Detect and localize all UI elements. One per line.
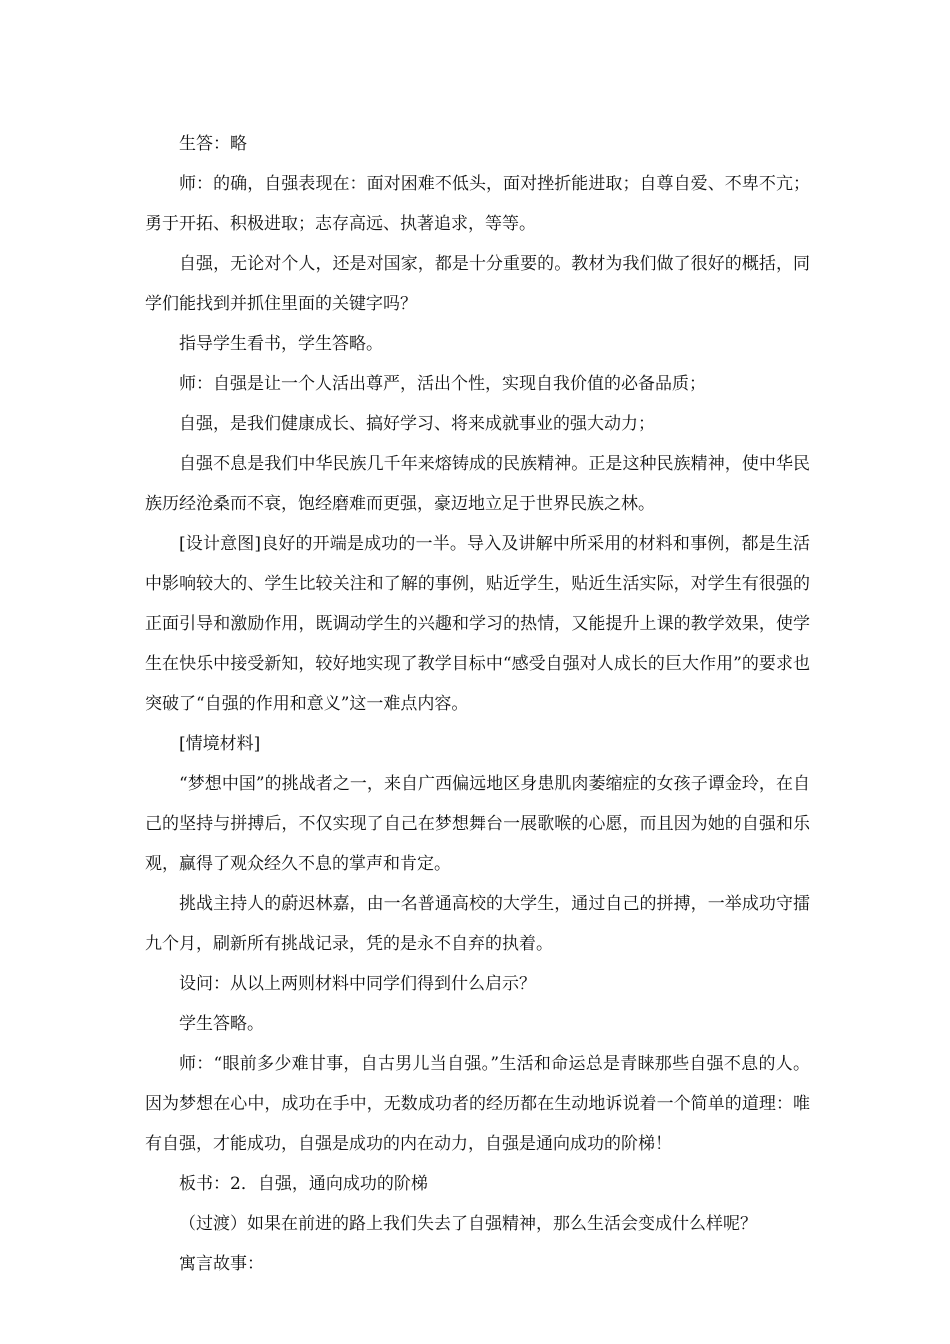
paragraph-blackboard: 板书：2．自强，通向成功的阶梯 bbox=[179, 1174, 428, 1194]
paragraph-motivation: 自强，是我们健康成长、搞好学习、将来成就事业的强大动力； bbox=[179, 414, 655, 434]
paragraph-challenge-host-story: 挑战主持人的蔚迟林嘉，由一名普通高校的大学生，通过自己的拼搏，一举成功守擂九个月，刷新所有挑战记录，凭的是永不自弃的执着。 bbox=[145, 894, 810, 954]
paragraph-fable-heading: 寓言故事： bbox=[179, 1254, 264, 1274]
document-body bbox=[145, 124, 810, 1284]
paragraph-student-answer-2: 学生答略。 bbox=[179, 1014, 264, 1034]
paragraph-design-intent: [设计意图]良好的开端是成功的一半。导入及讲解中所采用的材料和事例，都是生活中影响较大的、学生比较关注和了解的事例，贴近学生，贴近生活实际，对学生有很强的正面引导和激励作用，既调动学生的兴趣和学习的热情，又能提升上课的教学效果，使学生在快乐中接受新知，较好地实现了教学目标中“感受自强对人成长的巨大作用”的要求也突破了“自强的作用和意义”这一难点内容。 bbox=[145, 534, 810, 714]
paragraph-guide-reading: 指导学生看书，学生答略。 bbox=[179, 334, 383, 354]
paragraph-student-answer: 生答：略 bbox=[179, 134, 247, 154]
paragraph-question: 设问：从以上两则材料中同学们得到什么启示？ bbox=[179, 974, 536, 994]
paragraph-national-spirit: 自强不息是我们中华民族几千年来熔铸成的民族精神。正是这种民族精神，使中华民族历经沧桑而不衰，饱经磨难而更强，豪迈地立足于世界民族之林。 bbox=[145, 454, 810, 514]
paragraph-transition: （过渡）如果在前进的路上我们失去了自强精神，那么生活会变成什么样呢？ bbox=[179, 1214, 757, 1234]
paragraph-situation-material-heading: [情境材料] bbox=[179, 734, 261, 754]
paragraph-teacher-quote: 师：“眼前多少难甘事，自古男儿当自强。”生活和命运总是青睐那些自强不息的人。因为梦想在心中，成功在手中，无数成功者的经历都在生动地诉说着一个简单的道理：唯有自强，才能成功，自强是成功的内在动力，自强是通向成功的阶梯！ bbox=[145, 1054, 810, 1154]
paragraph-teacher-dignity: 师：自强是让一个人活出尊严，活出个性，实现自我价值的必备品质； bbox=[179, 374, 706, 394]
paragraph-teacher-self-strength-traits: 师：的确，自强表现在：面对困难不低头，面对挫折能进取；自尊自爱、不卑不亢；勇于开拓、积极进取；志存高远、执著追求，等等。 bbox=[145, 174, 810, 234]
paragraph-self-strength-importance: 自强，无论对个人，还是对国家，都是十分重要的。教材为我们做了很好的概括，同学们能找到并抓住里面的关键字吗？ bbox=[145, 254, 810, 314]
paragraph-dream-china-story: “梦想中国”的挑战者之一，来自广西偏远地区身患肌肉萎缩症的女孩子谭金玲，在自己的坚持与拼搏后，不仅实现了自己在梦想舞台一展歌喉的心愿，而且因为她的自强和乐观，赢得了观众经久不息的掌声和肯定。 bbox=[145, 774, 810, 874]
